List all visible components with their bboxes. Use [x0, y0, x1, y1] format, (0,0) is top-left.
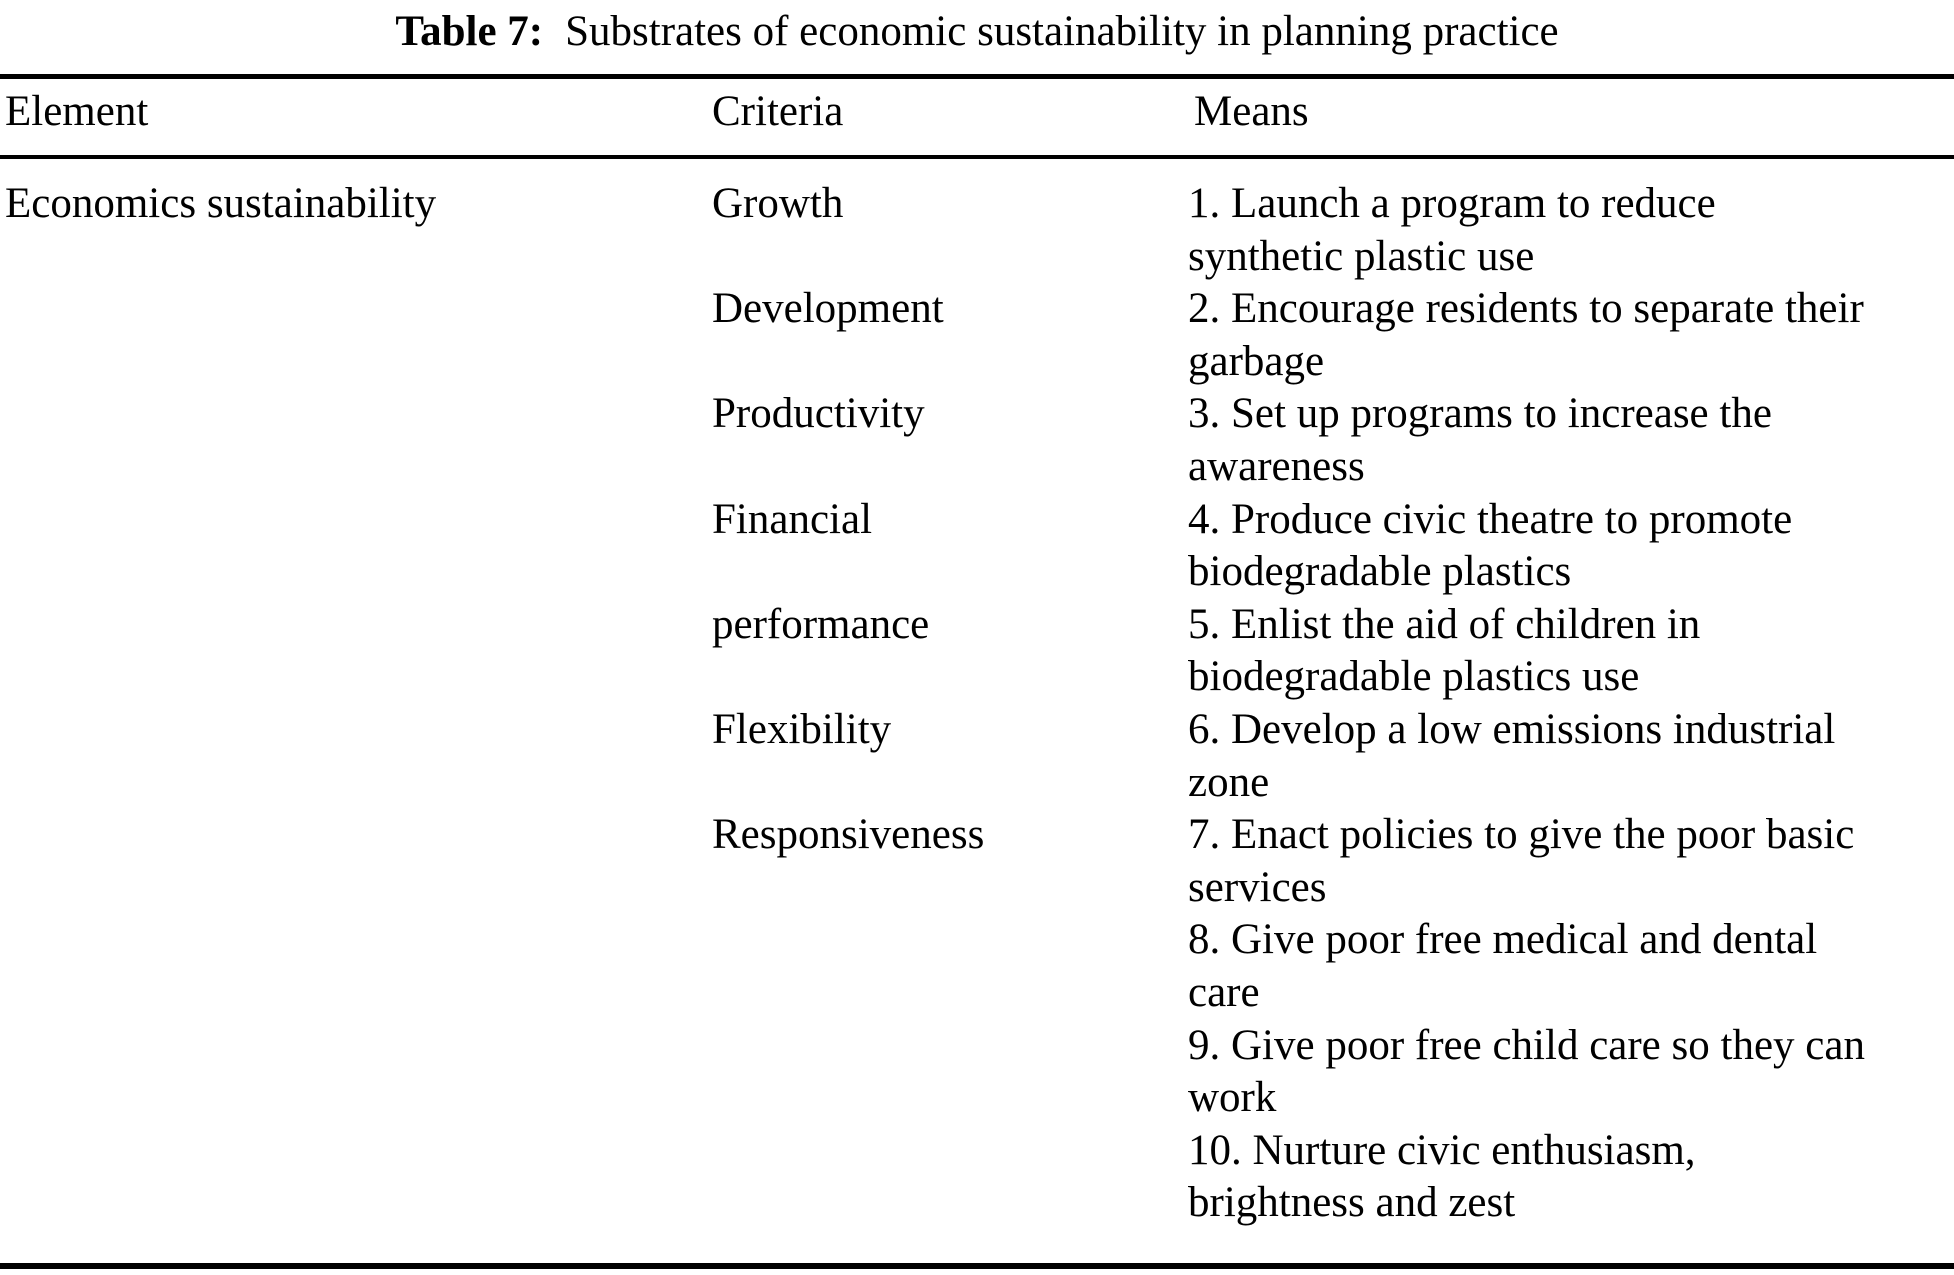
table-bottom-rule	[0, 1263, 1954, 1269]
column-means	[1188, 178, 1865, 1230]
column-header-means: Means	[1194, 88, 1309, 135]
table-caption	[0, 6, 1954, 58]
column-header-criteria: Criteria	[712, 88, 844, 135]
criteria-cell-responsiveness: Responsiveness	[712, 811, 985, 859]
criteria-cell-performance: performance	[712, 600, 930, 648]
means-item-3-line-2: awareness	[1188, 442, 1365, 490]
means-item-2-line-1: 2. Encourage residents to separate their	[1188, 285, 1864, 333]
means-item-7-line-1: 7. Enact policies to give the poor basic	[1188, 811, 1855, 859]
means-item-5-line-2: biodegradable plastics use	[1188, 653, 1640, 701]
means-item-2-line-2: garbage	[1188, 337, 1325, 385]
criteria-cell-flexibility: Flexibility	[712, 705, 892, 753]
means-item-4-line-1: 4. Produce civic theatre to promote	[1188, 495, 1793, 543]
means-item-4-line-2: biodegradable plastics	[1188, 548, 1572, 596]
means-item-7-line-2: services	[1188, 863, 1327, 911]
means-item-9-line-2: work	[1188, 1074, 1277, 1122]
column-criteria	[712, 178, 984, 914]
means-item-10-line-2: brightness and zest	[1188, 1179, 1516, 1227]
means-item-6-line-1: 6. Develop a low emissions industrial	[1188, 705, 1836, 753]
table-top-rule	[0, 74, 1954, 79]
table-caption-number: Table 7:	[395, 8, 544, 55]
means-item-8-line-1: 8. Give poor free medical and dental	[1188, 916, 1818, 964]
element-cell: Economics sustainability	[5, 180, 437, 227]
means-item-6-line-2: zone	[1188, 758, 1270, 806]
means-item-9-line-1: 9. Give poor free child care so they can	[1188, 1021, 1865, 1069]
table-header-rule	[0, 155, 1954, 159]
means-item-8-line-2: care	[1188, 968, 1260, 1016]
criteria-cell-financial: Financial	[712, 495, 873, 543]
criteria-cell-development: Development	[712, 285, 944, 333]
criteria-cell-productivity: Productivity	[712, 390, 925, 438]
criteria-cell-growth: Growth	[712, 180, 844, 227]
means-item-5-line-1: 5. Enlist the aid of children in	[1188, 600, 1701, 648]
column-element	[5, 178, 436, 231]
column-header-element: Element	[5, 88, 149, 135]
means-item-3-line-1: 3. Set up programs to increase the	[1188, 390, 1772, 438]
means-item-1-line-2: synthetic plastic use	[1188, 232, 1535, 280]
means-item-1-line-1: 1. Launch a program to reduce	[1188, 180, 1716, 227]
table-caption-title: Substrates of economic sustainability in planning practice	[565, 8, 1559, 55]
means-item-10-line-1: 10. Nurture civic enthusiasm,	[1188, 1126, 1696, 1174]
